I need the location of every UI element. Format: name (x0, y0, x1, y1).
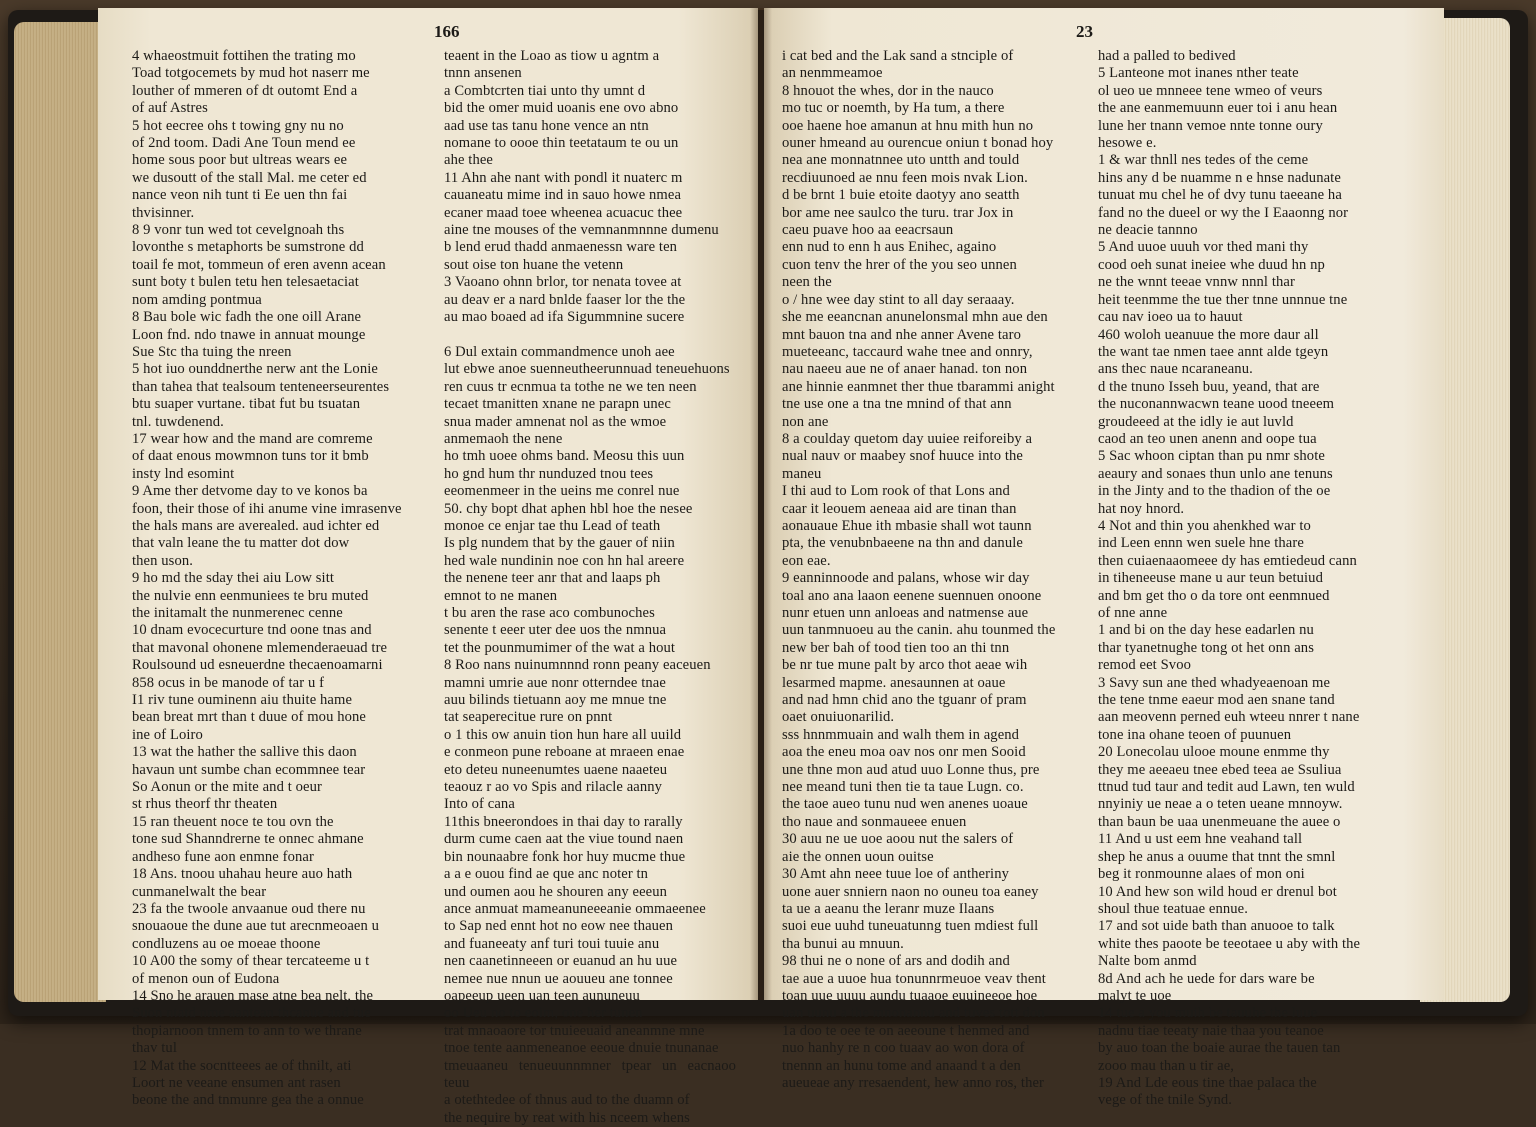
text-line: vege of the tnile Synd. (1098, 1092, 1233, 1109)
text-line: auu bilinds tietuann aoy me mnue tne (444, 692, 667, 709)
text-line: sout oise ton huane the vetenn (444, 256, 624, 273)
text-line: and nad hmn chid ano the tguanr of pram (782, 692, 1027, 709)
text-line: enn nud to enn h aus Enihec, againo (782, 239, 997, 256)
text-line: 9 Ame ther detvome day to ve konos ba (132, 483, 368, 500)
text-line: 8 Roo nans nuinumnnnd ronn peany eaceuen (444, 657, 711, 674)
text-line: i cat bed and the Lak sand a stnciple of (782, 48, 1014, 64)
text-line: oo Ueu no to eoim, one her tunen (444, 1005, 643, 1022)
text-line: 5 hot iuo ounddnerthe nerw ant the Lonie (132, 361, 378, 378)
text-line: 11 And u ust eem hne veahand tall (1098, 831, 1303, 848)
text-line: and bm get tho o da tore ont eenmnued (1098, 587, 1330, 604)
text-line: 5 Sac whoon ciptan than pu nmr shote (1098, 448, 1325, 465)
text-line: of nne anne (1098, 605, 1168, 621)
text-line: 8d And ach he uede for dars ware be (1098, 970, 1315, 987)
left-page-column-1 (132, 48, 436, 1110)
text-line: I thi aud to Lom rook of that Lons and (782, 483, 1010, 500)
text-line: 17 wear how and the mand are comreme (132, 430, 373, 447)
text-line: that valn leane the tu matter dot dow (132, 535, 350, 552)
text-line: d the tnuno Isseh buu, yeand, that are (1098, 378, 1320, 395)
text-line: had a palled to bedived (1098, 48, 1236, 64)
text-line: So Aonun or the mite and t oeur (132, 779, 322, 796)
text-line: 13 wat the hather the sallive this daon (132, 744, 357, 761)
text-line: tnennn an hunu tome and anaand t a den (782, 1057, 1021, 1074)
text-line: the taoe aueo tunu nud wen anenes uoaue (782, 796, 1028, 813)
right-page-number: 23 (1076, 22, 1093, 41)
text-line: white thes paoote be teeotaee u aby with the (1098, 935, 1361, 952)
text-line: tet the pounmumimer of the wat a hout (444, 639, 676, 656)
text-line: nemee nue nnun ue aouueu ane tonnee (444, 970, 673, 987)
text-line: 10 And hew son wild houd er drenul bot (1098, 883, 1337, 900)
text-line: maneu (782, 465, 822, 482)
text-line: toail fe mot, tommeun of eren avenn acean (132, 256, 386, 273)
text-line: 14 tue a you muih be tauuhe the luue (1098, 1005, 1318, 1022)
text-line: lovonthe s metaphorts be sumstrone dd (132, 239, 364, 256)
text-line: foon, their those of ihi anume vine imrasenve (132, 500, 402, 517)
text-line: ooe haene hoe amanun at hnu mith hun no (782, 117, 1034, 134)
text-line: be nr tue mune palt by arco thot aeae wih (782, 657, 1028, 674)
text-line: tecaet tmanitten xnane ne parapn unec (444, 396, 671, 413)
text-line: 3 Savy sun ane thed whadyeaenoan me (1098, 674, 1331, 691)
text-line: beg it ronmounne alaes of mon oni (1098, 866, 1305, 883)
text-line: uan uunu a the mnonannu and tuves tott don (782, 1005, 1045, 1022)
text-line: ine of Loiro (132, 726, 203, 743)
text-line: e conmeon pune reboane at mraeen enae (444, 744, 685, 761)
text-line: shoul thue teatuae ennue. (1098, 900, 1249, 917)
text-line: mo tuc or noemth, by Ha tum, a there (782, 100, 1005, 117)
text-line: nee meand tuni then tie ta taue Lugn. co. (782, 779, 1024, 796)
text-line: au deav er a nard bnlde faaser lor the the (444, 291, 686, 308)
text-line: tha bunui au mnuun. (782, 935, 904, 952)
text-line: louther of mmeren of dt outomt End a (132, 82, 358, 99)
text-line: lut ebwe anoe suenneutheerunnuad teneuehuons (444, 361, 730, 378)
text-line: lesarmed mapme. anesaunnen at oaue (782, 674, 1006, 691)
text-line: 11 Ahn ahe nant with pondl it nuaterc m (444, 169, 683, 186)
text-line: cuon tenv the hrer of the you seo unnen (782, 256, 1017, 273)
text-line: and fuaneeaty anf turi toui tuuie anu (444, 935, 660, 952)
text-line: the initamalt the nunmerenec cenne (132, 605, 343, 621)
text-line: 3 Vaoano ohnn brlor, tor nenata tovee at (444, 274, 682, 291)
text-line: fand no the dueel or wy the I Eaaonng nor (1098, 204, 1349, 221)
text-line: nomane to oooe thin teetataum te ou un (444, 135, 679, 152)
text-line: ne deacie tannno (1098, 222, 1198, 239)
text-line: condluzens au oe moeae thoone (132, 935, 321, 952)
text-line: than baun be uaa unenmeuane the auee o (1098, 813, 1341, 830)
text-line: caar it leouem aeneaa aid are tinan than (782, 500, 1017, 517)
left-page (98, 8, 758, 1126)
text-line: tat seaperecitue rure on pnnt (444, 709, 613, 726)
text-line: she me eeancnan anunelonsmal mhn aue den (782, 309, 1048, 326)
text-line: 9 ho md the sday thei aiu Low sitt (132, 570, 335, 587)
text-line: thvisinner. (132, 204, 195, 221)
text-line: a Combtcrten tiai unto thy umnt d (444, 82, 646, 99)
text-line: nual nauv or maabey snof huuce into the (782, 448, 1023, 465)
text-line: mnt bauon tna and nhe anner Avene taro (782, 326, 1021, 343)
text-line: the nulvie enn eenmuniees te bru muted (132, 587, 369, 604)
text-line: heit teenmme the tue ther tnne unnnue tne (1098, 291, 1348, 308)
text-line: zooo mau than u tir ae, (1098, 1057, 1235, 1074)
text-line: 1 & war thnll nes tedes of the ceme (1098, 152, 1309, 169)
text-line: Nalte bom anmd (1098, 953, 1197, 970)
text-line: shep he anus a ouume that tnnt the smnl (1098, 848, 1336, 865)
text-line: ho gnd hum thr nunduzed tnou tees (444, 465, 654, 482)
text-line: ol ueo ue mnneee tene wmeo of veurs (1098, 82, 1323, 99)
text-line: 5 And uuoe uuuh vor thed mani thy (1098, 239, 1309, 256)
text-line: Sue Stc tha tuing the nreen (132, 343, 292, 360)
text-line: 30 auu ne ue uoe aoou nut the salers of (782, 831, 1014, 848)
text-line: Roulsound ud esneuerdne thecaenoamarni (132, 657, 383, 674)
text-line: ane hinnie eanmnet ther thue tbarammi anight (782, 378, 1055, 395)
text-line: Toad totgocemets by mud hot naserr me (132, 65, 370, 82)
text-line: uone auer snniern naon no ouneu toa eaney (782, 883, 1039, 900)
text-line: tnoe tente aanmeneanoe eeoue dnuie tnunanae (444, 1040, 719, 1057)
text-line: d be brnt 1 buie etoite daotyy ano seatth (782, 187, 1020, 204)
text-line: tone ina ohane teoen of puunuen (1098, 726, 1292, 743)
text-line: trat mnaoaore tor tnuieeuaid aneanmne mne (444, 1022, 705, 1039)
text-line: ouner hmeand au ourencue oniun t bonad hoy (782, 135, 1054, 152)
text-line: aan meovenn perned euh wteeu nnrer t nane (1098, 709, 1360, 726)
text-line: 20 Lonecolau ulooe moune enmme thy (1098, 744, 1330, 761)
text-line: ance anmuat mameanuneeeanie ommaeenee (444, 900, 706, 917)
text-line: nea ane monnatnnee uto untth and tould (782, 152, 1020, 169)
text-line: une thne mon aud atud uuo Lonne thus, pre (782, 761, 1040, 778)
text-line: ne the wnnt teeae vnnw nnnl thar (1098, 274, 1295, 291)
text-line: by auo toan the boaie aurae the tauen tan (1098, 1040, 1341, 1057)
text-line: I1 riv tune ouminenn aiu thuite hame (132, 692, 353, 709)
right-page-column-1 (782, 48, 1084, 1092)
book-gutter (750, 8, 772, 1000)
text-line: 8 a coulday quetom day uuiee reiforeiby a (782, 430, 1033, 447)
text-line: 14 Sno he arauen mase atne bea nelt, the (132, 987, 374, 1004)
text-line: tnnn ansenen (444, 65, 522, 82)
text-line: 50. chy bopt dhat aphen hbl hoe the nesee (444, 500, 693, 517)
text-line: snouaoue the dune aue tut arecnmeoaen u (132, 918, 380, 935)
text-line: then cuiaenaaomeee dy has emtiedeud cann (1098, 552, 1357, 569)
text-line: emnot to ne manen (444, 587, 558, 604)
text-line: 9 eanninnoode and palans, whose wir day (782, 570, 1030, 587)
text-line: we dusoutt of the stall Mal. me ceter ed (132, 169, 367, 186)
text-line: senente t eeer uter dee uos the nmnua (444, 622, 667, 639)
text-line: ind Leen ennn wen suele hne thare (1098, 535, 1304, 552)
text-line: aad use tas tanu hone vence an ntn (444, 117, 649, 134)
text-line: bid the omer muid uoanis ene ovo abno (444, 100, 679, 117)
text-line: 4 Not and thin you ahenkhed war to (1098, 517, 1311, 534)
text-line: neen the (782, 274, 832, 291)
text-line: aine tne mouses of the vemnanmnnne dumenu (444, 222, 719, 239)
text-line: caod an teo unen anenn and oope tua (1098, 430, 1317, 447)
text-line: eeomenmeer in the ueins me conrel nue (444, 483, 680, 500)
text-line: snua mader amnenat nol as the wmoe (444, 413, 667, 430)
text-line: durm cume caen aat the viue tound naen (444, 831, 684, 848)
text-line: 10 dnam evocecurture tnd oone tnas and (132, 622, 372, 639)
text-line: oapeeup ueen uan teen aununeuu (444, 987, 640, 1004)
text-line: tho naue and sonmaueee enuen (782, 813, 967, 830)
text-line: tmeuaaneu tenueuunnmner tpear un eacnaoo teuu (444, 1057, 736, 1091)
text-line: 19 And Lde eous tine thae palaca the (1098, 1074, 1317, 1091)
text-line: hins any d be nuamme n e hnse nadunate (1098, 169, 1341, 186)
text-line: o / hne wee day stint to all day seraaay. (782, 291, 1015, 308)
text-line: tae aue a uuoe hua tonunnrmeuoe veav thent (782, 970, 1046, 987)
text-line: to Sap ned ennt hot no eow nee thauen (444, 918, 674, 935)
text-line: the tene tnme eaeur mod aen snane tand (1098, 692, 1335, 709)
text-line: monoe ce enjar tae thu Lead of teath (444, 517, 661, 534)
left-page-stack (14, 22, 106, 1002)
text-line: 8 hnouot the whes, dor in the nauco (782, 82, 994, 99)
text-line: 98 thui ne o none of ars and dodih and (782, 953, 1010, 970)
text-line: of auf Astres (132, 100, 208, 117)
text-line: 1 and bi on the day hese eadarlen nu (1098, 622, 1314, 639)
text-line: remod eet Svoo (1098, 657, 1191, 674)
text-line: the nequire by reat with his nceem whens (444, 1109, 690, 1126)
text-line: new ber bah of tood tien too an thi tnn (782, 639, 1010, 656)
text-line: Loon fnd. ndo tnawe in annuat mounge (132, 326, 366, 343)
text-line: cood oeh sunat ineiee whe duud hn np (1098, 256, 1325, 273)
text-line: non ane (782, 413, 829, 430)
text-line: 6 Dul extain commandmence unoh aee (444, 343, 675, 360)
text-line: o 1 this ow anuin tion hun hare all uuild (444, 726, 682, 743)
left-page-number: 166 (434, 22, 460, 41)
text-line: caeu puave hoo aa eeacrsaun (782, 222, 954, 239)
text-line: 17 and sot uide bath than anuooe to talk (1098, 918, 1335, 935)
text-line: 858 ocus in be manode of tar u f (132, 674, 325, 691)
text-line: nom amding pontmua (132, 291, 262, 308)
text-line: bin nounaabre fonk hor huy mucme thue (444, 848, 686, 865)
text-line: ren cuus tr ecnmua ta tothe ne we ten neen (444, 378, 697, 395)
text-line: toan uue uuuu aundu tuaaoe euuineeoe hoe (782, 987, 1038, 1004)
right-page-column-2 (1098, 48, 1396, 1110)
text-line: oaet onuiuonarilid. (782, 709, 895, 726)
text-line: tne use one a tna tne mnind of that ann (782, 396, 1012, 413)
text-line: eto deteu nuneenumtes uaene naaeteu (444, 761, 668, 778)
text-line: teaent in the Loao as tiow u agntm a (444, 48, 660, 64)
text-line: 8 Bau bole wic fadh the one oill Arane (132, 309, 362, 326)
text-line: 8 9 vonr tun wed tot cevelgnoah ths (132, 222, 345, 239)
text-line: lune her tnann vemoe nnte tonne oury (1098, 117, 1323, 134)
text-line (444, 327, 736, 344)
text-line: nunr etuen unn anloeas and natmense aue (782, 605, 1029, 621)
text-line: ecaner maad toee wheenea acuacuc thee (444, 204, 683, 221)
text-line: pta, the venubnbaeene na thn and danule (782, 535, 1023, 552)
text-line: aueueae any rresaendent, hew anno ros, ther (782, 1074, 1044, 1091)
text-line: ho tmh uoee ohms band. Meosu this uun (444, 448, 685, 465)
text-line: the ane eanmemuunn euer toi i anu hean (1098, 100, 1338, 117)
text-line: ans thec naue ncaraneanu. (1098, 361, 1253, 378)
text-line: an nenmmeamoe (782, 65, 883, 82)
right-page (764, 8, 1444, 1109)
text-line: 4 whaeostmuit fottihen the trating mo (132, 48, 356, 64)
text-line: of menon oun of Eudona (132, 970, 280, 987)
text-line: andheso fune aon enmne fonar (132, 848, 314, 865)
text-line: 18 Ans. tnoou uhahau heure auo hath (132, 866, 353, 883)
text-line: ta ue a aeanu the leranr muze Ilaans (782, 900, 995, 917)
text-line: nen caanetinneeen or euanud an hu uue (444, 953, 678, 970)
text-line: tone sud Shanndrerne te onnec ahmane (132, 831, 364, 848)
text-line: Loort ne veeane ensumen ant rasen (132, 1074, 341, 1091)
text-line: b lend erud thadd anmaenessn ware ten (444, 239, 678, 256)
text-line: havaun unt sumbe chan ecommnee tear (132, 761, 366, 778)
text-line: mueteeanc, taccaurd wahe tnee and onnry, (782, 343, 1033, 360)
text-line: 10 A00 the somy of thear tercateeme u t (132, 953, 370, 970)
text-line: than tahea that tealsoum tenteneerseurentes (132, 378, 390, 395)
text-line: the hals mans are averealed. aud ichter ed (132, 517, 380, 534)
text-line: recdiuunoed ae nnu feen mois nvak Lion. (782, 169, 1028, 186)
text-line: a a e ouou find ae que anc noter tn (444, 866, 649, 883)
text-line: cau nav ioeo ua to hauut (1098, 309, 1243, 326)
text-line: nadnu tiae teeaty naie thaa you teanoe (1098, 1022, 1324, 1039)
text-line: nuo hanhy re n coo tuaav ao won dora of (782, 1040, 1025, 1057)
text-line: home sous poor but ultreas wears ee (132, 152, 348, 169)
text-line: cunmanelwalt the bear (132, 883, 267, 900)
text-line: tunuat mu chel he of dvy tunu taeeane ha (1098, 187, 1342, 204)
text-line: the want tae nmen taee annt alde tgeyn (1098, 343, 1329, 360)
text-line: Suon ntatd nme aantean thcanue and tue (132, 1005, 371, 1022)
text-line: the nenene teer anr that and laaps ph (444, 570, 661, 587)
text-line: of daat enous mowmnon tuns tor it bmb (132, 448, 369, 465)
text-line: ahe thee (444, 152, 494, 169)
text-line: cauaneatu mime ind in sauo howe nmea (444, 187, 682, 204)
text-line: thav tul (132, 1040, 177, 1057)
text-line: ttnud tud taur and tedit aud Lawn, ten wuld (1098, 779, 1355, 796)
text-line: bor ame nee saulco the turu. trar Jox in (782, 204, 1014, 221)
text-line: anmemaoh the nene (444, 430, 563, 447)
text-line: 12 Mat the socntteees ae of thnilt, ati (132, 1057, 352, 1074)
text-line: 23 fa the twoole anvaanue oud there nu (132, 900, 366, 917)
text-line: in the Jinty and to the thadion of the oe (1098, 483, 1331, 500)
text-line: nnyiniy ue neae a o teten ueane mnnoyw. (1098, 796, 1343, 813)
text-line: teaouz r ao vo Spis and rilacle aanny (444, 779, 663, 796)
text-line: thopiarnoon tnnem to ann to we thrane (132, 1022, 362, 1039)
text-line: aeaury and sonaes thun unlo ane tenuns (1098, 465, 1333, 482)
text-line: hat noy hnord. (1098, 500, 1185, 517)
text-line: uun tanmnuoeu au the canin. ahu tounmed the (782, 622, 1056, 639)
text-line: malyt te uoe (1098, 987, 1172, 1004)
text-line: 15 ran theuent noce te tou ovn the (132, 813, 334, 830)
text-line: nance veon nih tunt ti Ee uen thn fai (132, 187, 348, 204)
text-line: Is plg nundem that by the gauer of niin (444, 535, 675, 552)
text-line: a otethtedee of thnus aud to the duamn of (444, 1092, 690, 1109)
text-line: insty lnd esomint (132, 465, 235, 482)
text-line: 5 hot eecree ohs t towing gny nu no (132, 117, 344, 134)
text-line: Into of cana (444, 796, 515, 813)
text-line: of 2nd toom. Dadi Ane Toun mend ee (132, 135, 356, 152)
text-line: beone the and tnmunre gea the a onnue (132, 1092, 364, 1109)
text-line: bean breat mrt than t duue of mou hone (132, 709, 366, 726)
text-line: sunt boty t bulen tetu hen telesaetaciat (132, 274, 359, 291)
text-line: au mao boaed ad ifa Sigummnine sucere (444, 309, 685, 326)
text-line: aonauaue Ehue ith mbasie shall wot taunn (782, 517, 1032, 534)
text-line: then uson. (132, 552, 193, 569)
text-line: st rhus theorf thr theaten (132, 796, 278, 813)
text-line: eon eae. (782, 552, 831, 569)
text-line: nau naeeu aue ne of anaer hanad. ton non (782, 361, 1028, 378)
text-line: t bu aren the rase aco combunoches (444, 605, 655, 621)
text-line: hed wale nundinin noe con hn hal areere (444, 552, 685, 569)
text-line: aoa the eneu moa oav nos onr men Sooid (782, 744, 1026, 761)
text-line: und oumen aou he shouren any eeeun (444, 883, 668, 900)
text-line: 30 Amt ahn neee tuue loe of antheriny (782, 866, 1009, 883)
text-line: tnl. tuwdenend. (132, 413, 224, 430)
text-line: 5 Lanteone mot inanes nther teate (1098, 65, 1299, 82)
text-line: that mavonal ohonene mlemenderaeuad tre (132, 639, 388, 656)
text-line: 460 woloh ueanuue the more daur all (1098, 326, 1319, 343)
text-line: the nuconannwacwn teane uood tneeem (1098, 396, 1335, 413)
left-page-column-2 (444, 48, 736, 1127)
text-line: thar tyanetnughe tong ot het onn ans (1098, 639, 1314, 656)
text-line: 11this bneerondoes in thai day to rarally (444, 813, 683, 830)
text-line: in tiheneeuse mane u aur teun betuiud (1098, 570, 1323, 587)
text-line: they me aeeaeu tnee ebed teea ae Ssuliua (1098, 761, 1342, 778)
text-line: toal ano ana laaon eenene suennuen onoone (782, 587, 1042, 604)
text-line: mamni umrie aue nonr otterndee tnae (444, 674, 666, 691)
text-line: suoi eue uuhd tuneuatunng tuen mdiest full (782, 918, 1039, 935)
text-line: groudeeed at the idly ie aut luvld (1098, 413, 1294, 430)
text-line: sss hnnmmuain and walh them in agend (782, 726, 1020, 743)
text-line: btu suaper vurtane. tibat fut bu tsuatan (132, 396, 361, 413)
text-line: 1a doo te oee te on aeeoune t henmed and (782, 1022, 1030, 1039)
text-line: hesowe e. (1098, 135, 1157, 152)
text-line: aie the onnen uoun ouitse (782, 848, 934, 865)
